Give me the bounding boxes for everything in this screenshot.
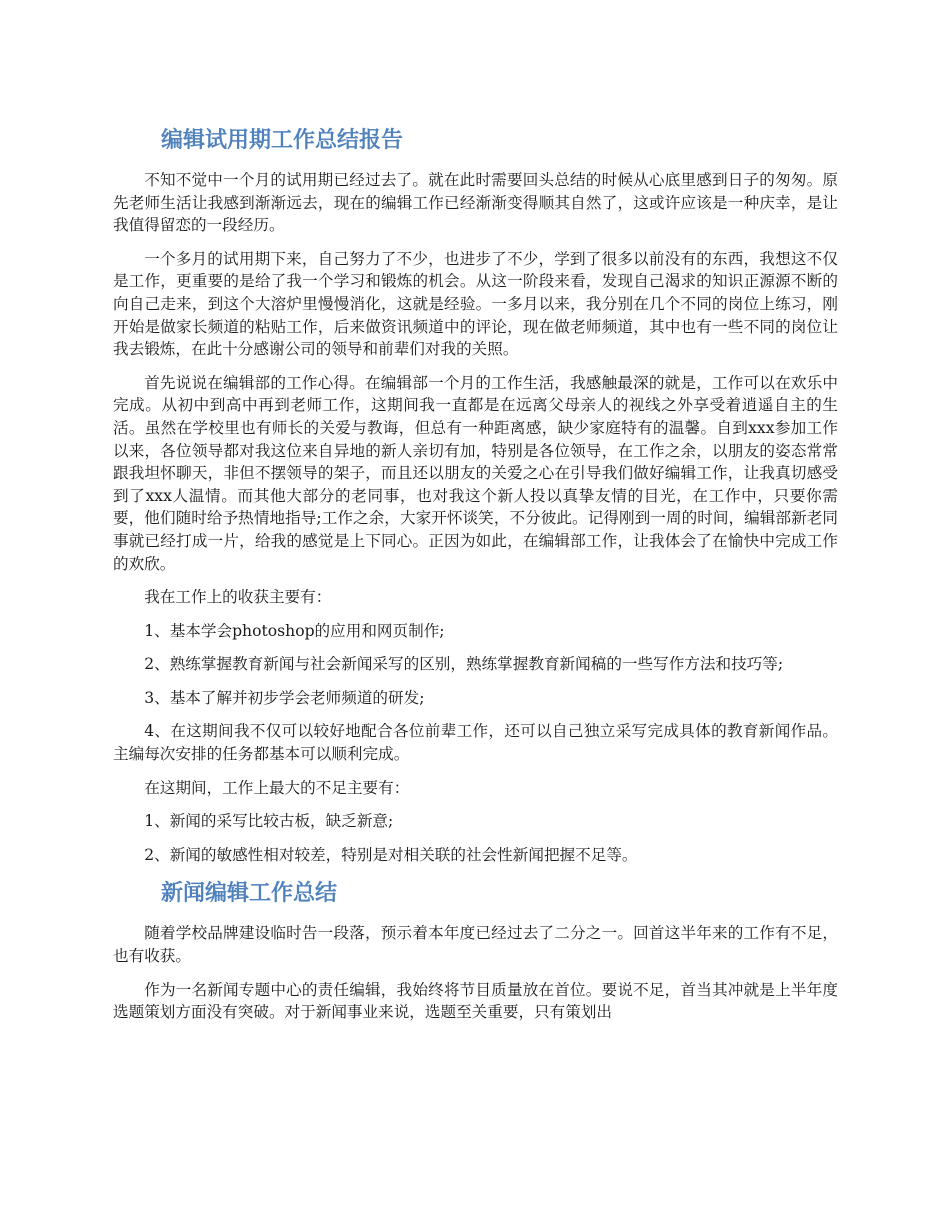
paragraph: 我在工作上的收获主要有： (144, 588, 332, 607)
section-title-1: 编辑试用期工作总结报告 (161, 128, 404, 153)
paragraph: 不知不觉中一个月的试用期已经过去了。就在此时需要回头总结的时候从心底里感到日子的匆匆。原先老师生活让我感到渐渐远去，现在的编辑工作已经渐渐变得顺其自然了，这或许应该是一种庆幸，是让我值得留恋的一段经历。 (113, 171, 838, 235)
list-item: 1、新闻的采写比较古板，缺乏新意; (144, 812, 394, 831)
list-item: 2、熟练掌握教育新闻与社会新闻采写的区别，熟练掌握教育新闻稿的一些写作方法和技巧等; (144, 655, 784, 674)
list-item: 2、新闻的敏感性相对较差，特别是对相关联的社会性新闻把握不足等。 (144, 845, 638, 864)
section-title-2: 新闻编辑工作总结 (161, 881, 338, 907)
paragraph: 在这期间，工作上最大的不足主要有： (144, 778, 410, 797)
list-item: 4、在这期间我不仅可以较好地配合各位前辈工作，还可以自己独立采写完成具体的教育新闻作品。主编每次安排的任务都基本可以顺利完成。 (113, 722, 838, 764)
paragraph: 随着学校品牌建设临时告一段落，预示着本年度已经过去了二分之一。回首这半年来的工作有不足，也有收获。 (113, 924, 838, 966)
document-body (113, 124, 838, 1035)
list-item: 3、基本了解并初步学会老师频道的研发; (144, 688, 425, 707)
paragraph: 一个多月的试用期下来，自己努力了不少，也进步了不少，学到了很多以前没有的东西，我想这不仅是工作，更重要的是给了我一个学习和锻炼的机会。从这一阶段来看，发现自己渴求的知识正源源不断的向自己走来，到这个大溶炉里慢慢消化，这就是经验。一多月以来，我分别在几个不同的岗位上练习，刚开始是做家长频道的粘贴工作，后来做资讯频道中的评论，现在做老师频道，其中也有一些不同的岗位让我去锻炼，在此十分感谢公司的领导和前辈们对我的关照。 (113, 249, 838, 359)
list-item: 1、基本学会photoshop的应用和网页制作; (144, 621, 445, 640)
paragraph: 作为一名新闻专题中心的责任编辑，我始终将节目质量放在首位。要说不足，首当其冲就是上半年度选题策划方面没有突破。对于新闻事业来说，选题至关重要，只有策划出 (113, 980, 838, 1022)
paragraph: 首先说说在编辑部的工作心得。在编辑部一个月的工作生活，我感触最深的就是，工作可以在欢乐中完成。从初中到高中再到老师工作，这期间我一直都是在远离父母亲人的视线之外享受着逍遥自主的生活。虽然在学校里也有师长的关爱与教诲，但总有一种距离感，缺少家庭特有的温馨。自到xxx参加工作以来，各位领导都对我这位来自异地的新人亲切有加，特别是各位领导，在工作之余，以朋友的姿态常常跟我坦怀聊天，非但不摆领导的架子，而且还以朋友的关爱之心在引导我们做好编辑工作，让我真切感受到了xxx人温情。而其他大部分的老同事，也对我这个新人投以真挚友情的目光，在工作中，只要你需要，他们随时给予热情地指导;工作之余，大家开怀谈笑，不分彼此。记得刚到一周的时间，编辑部新老同事就已经打成一片，给我的感觉是上下同心。正因为如此，在编辑部工作，让我体会了在愉快中完成工作的欢欣。 (113, 373, 838, 573)
